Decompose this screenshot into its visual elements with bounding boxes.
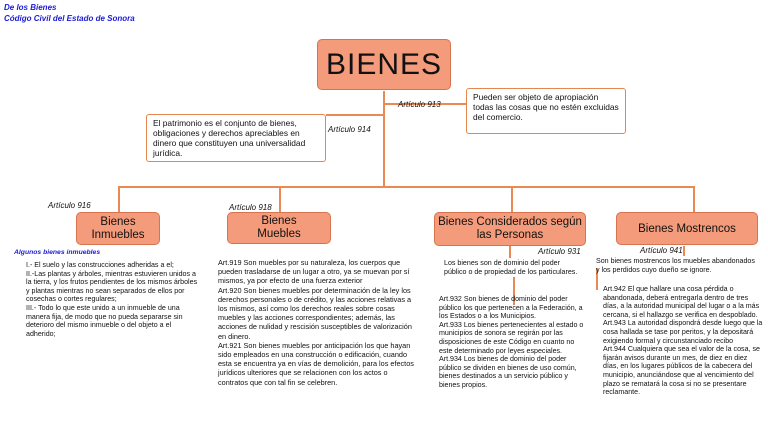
art-931-label: Artículo 931 bbox=[538, 247, 581, 256]
mostrencos-article: Art.943 La autoridad dispondrá desde luego que la cosa hallada se tase por peritos, y la depositará exigiendo formal y circunstanciado recibo bbox=[603, 319, 763, 345]
connector-muebles bbox=[279, 186, 281, 212]
personas-article: Art.932 Son bienes de dominio del poder público los que pertenecen a la Federación, a los Estados o a los Municipios. bbox=[439, 295, 583, 321]
art-913-label: Artículo 913 bbox=[398, 100, 441, 109]
connector-personas bbox=[511, 186, 513, 212]
personas-intro: Los bienes son de dominio del poder público o de propiedad de los particulares. bbox=[444, 259, 578, 276]
connector-inmuebles bbox=[118, 186, 120, 212]
connector-mostrencos-down bbox=[683, 246, 685, 256]
art-918-label: Artículo 918 bbox=[229, 203, 272, 212]
personas-article: Art.934 Los bienes de dominio del poder público se dividen en bienes de uso común, bienes destinados a un servicio público y bienes propios. bbox=[439, 355, 577, 389]
personas-article: Art.933 Los bienes pertenecientes al estado o municipios de sonora se regirán por las disposiciones de este Código en cuanto no este determinado por leyes especiales. bbox=[439, 320, 584, 355]
muebles-article: Art.921 Son bienes muebles por anticipación los que hayan sido empleados en una construcción o edificación, cuando esta se encuentra ya en vías de demolición, para los efectos jurídicos ulteriores que se relacionen con los actos o contratos que con tal fin se celebren. bbox=[218, 340, 414, 387]
inmuebles-item: III.- Todo lo que este unido a un inmueble de una manera fija, de modo que no pueda separarse sin deterioro del mismo inmueble o del objeto a el adherido; bbox=[26, 303, 183, 338]
art-916-label: Artículo 916 bbox=[48, 201, 91, 210]
connector-personas-down bbox=[509, 246, 511, 258]
connector-main-vertical bbox=[383, 91, 385, 187]
personas-list bbox=[439, 295, 589, 390]
bienes-inmuebles-node: Bienes Inmuebles bbox=[76, 212, 160, 245]
muebles-article: Art.919 Son muebles por su naturaleza, los cuerpos que pueden trasladarse de un lugar a otro, ya se muevan por sí mismos, ya por efecto de una fuerza exterior bbox=[218, 258, 410, 286]
inmuebles-item: I.- El suelo y las construcciones adheridas a el; bbox=[26, 261, 174, 269]
mostrencos-intro: Son bienes mostrencos los muebles abandonados y los perdidos cuyo dueño se ignore. bbox=[596, 257, 755, 274]
connector-mostrencos bbox=[693, 186, 695, 212]
inmuebles-item: II.-Las plantas y árboles, mientras estuvieren unidos a la tierra, y los frutos pendientes de los mismos árboles y plantas mientras no sean separados de ellos por cosechas o cortes regulares; bbox=[26, 269, 198, 304]
mostrencos-list bbox=[603, 285, 763, 397]
bienes-title-node: BIENES bbox=[317, 39, 451, 90]
connector-horizontal bbox=[118, 186, 695, 188]
bienes-mostrencos-node: Bienes Mostrencos bbox=[616, 212, 758, 245]
patrimonio-definition: El patrimonio es el conjunto de bienes, obligaciones y derechos apreciables en dinero que constituyen una universalidad jurídica. bbox=[146, 114, 326, 162]
art-941-label: Artículo 941 bbox=[640, 246, 683, 255]
mostrencos-article: Art.944 Cualquiera que sea el valor de la cosa, se fijarán avisos durante un mes, de diez en diez días, en los lugares públicos de la cabecera del municipio, anunciándose que al vencimiento del plazo se rematará la cosa si no se presentare reclamante. bbox=[603, 345, 760, 397]
muebles-list bbox=[218, 258, 418, 387]
connector-to-patrimonio bbox=[326, 114, 384, 116]
header-subtitle: Código Civil del Estado de Sonora bbox=[4, 14, 135, 23]
art-914-label: Artículo 914 bbox=[328, 125, 371, 134]
muebles-article: Art.920 Son bienes muebles por determinación de la ley los derechos personales o de crédito, y las acciones relativas a los mismos, así como los derechos reales sobre cosas muebles y las acciones correspondientes; además, las acciones de nulidad y rescisión susceptibles de valorización en dinero. bbox=[218, 285, 412, 341]
bienes-muebles-node: Bienes Muebles bbox=[227, 212, 331, 244]
inmuebles-list bbox=[26, 261, 198, 338]
mostrencos-article: Art.942 El que hallare una cosa pérdida o abandonada, deberá entregarla dentro de tres días, a la autoridad municipal del lugar o a la más cercana, si el hallazgo se verifica en despoblado. bbox=[603, 285, 760, 319]
bienes-personas-node: Bienes Considerados según las Personas bbox=[434, 212, 586, 246]
inmuebles-subtitle: Algunos bienes inmuebles bbox=[14, 249, 101, 256]
header-title: De los Bienes bbox=[4, 3, 57, 12]
apropiacion-definition: Pueden ser objeto de apropiación todas las cosas que no estén excluidas del comercio. bbox=[466, 88, 626, 134]
